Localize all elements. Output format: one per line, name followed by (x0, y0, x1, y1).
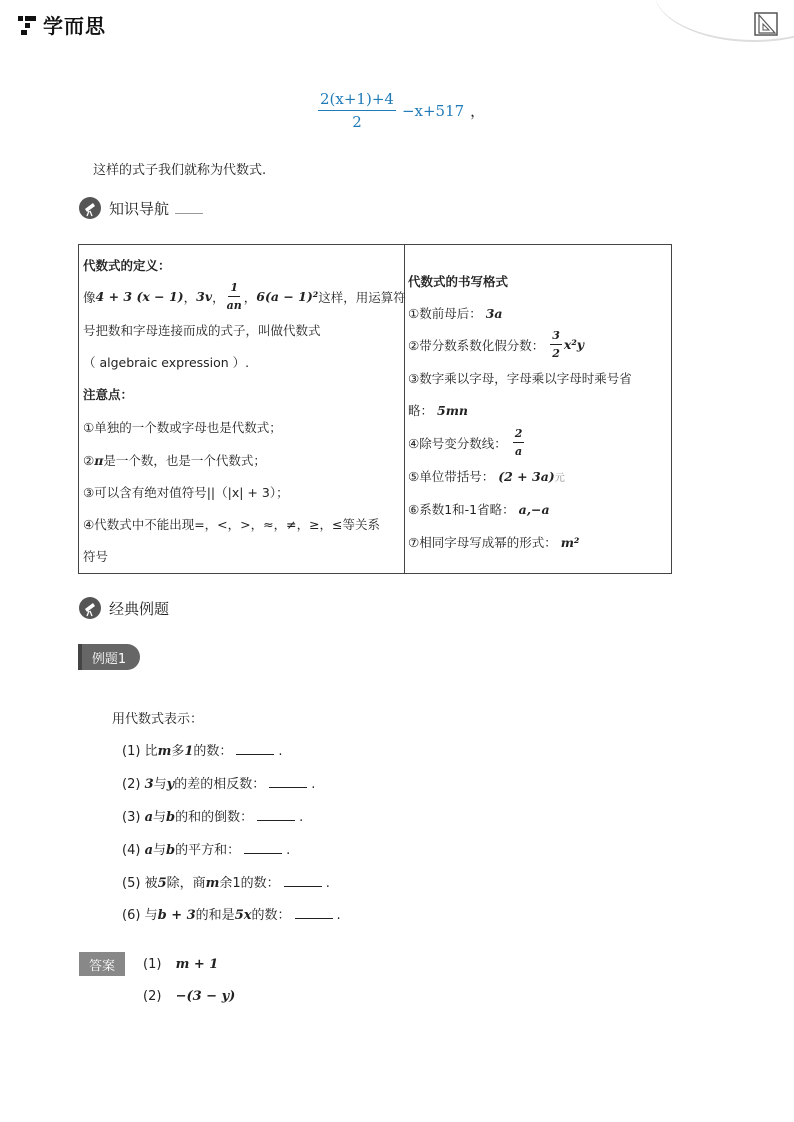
answer-number: (2) (143, 989, 162, 1004)
item-number: (3) (122, 810, 141, 825)
answer-item-1 (143, 957, 218, 972)
answer-tag: 答案 (79, 952, 125, 976)
def-expr2: 3v (196, 289, 213, 304)
answer-math: m + 1 (175, 957, 219, 972)
item-number: (6) (122, 908, 141, 923)
item-math-2: y (166, 777, 175, 792)
format-title: 代数式的书写格式 (408, 274, 509, 289)
ruler-triangle-icon (754, 12, 778, 40)
item1-text: ①数前母后： (408, 306, 482, 321)
item-text-a: 与 (144, 908, 158, 923)
definition-title: 代数式的定义： (83, 258, 171, 273)
answer-blank[interactable] (284, 874, 322, 887)
item-number: (2) (122, 777, 141, 792)
item1-math: 3a (485, 306, 503, 321)
item-math-1: a (144, 843, 153, 858)
example-tag: 例题1 (78, 644, 140, 670)
definition-line3: （ algebraic expression ）. (83, 355, 250, 370)
note2-text: 是一个数，也是一个代数式； (103, 453, 266, 468)
item-text-c: 的数： (193, 744, 233, 759)
item-math-2: m (205, 876, 220, 891)
example-prompt: 用代数式表示： (112, 712, 204, 727)
item-text-c: 余1的数： (219, 876, 280, 891)
item6-text: ⑥系数1和-1省略： (408, 502, 515, 517)
telescope-icon (79, 197, 101, 219)
item-text-a: 被 (144, 876, 158, 891)
item-end: . (325, 876, 330, 891)
def-fraction (227, 281, 242, 312)
item4-frac-den: a (514, 445, 523, 458)
logo-icon (16, 13, 40, 37)
item-math-2: 1 (184, 744, 194, 759)
item-text-c: 的数： (251, 908, 291, 923)
note-4-line1: ④代数式中不能出现=，<，>，≈，≠，≥，≤等关系 (83, 517, 381, 532)
def-sep2: ， (212, 289, 225, 305)
section-title: 知识导航 (109, 199, 170, 218)
definition-line2: 号把数和字母连接而成的式子，叫做代数式 (83, 323, 321, 338)
section-title: 经典例题 (109, 599, 170, 618)
item3-text: 略： (408, 403, 434, 418)
note-2: ②π是一个数，也是一个代数式； (83, 453, 266, 468)
item3-math: 5mn (437, 403, 469, 418)
note-1: ①单独的一个数或字母也是代数式； (83, 420, 282, 435)
item2-fraction (550, 329, 562, 360)
item4-frac-num: 2 (513, 427, 525, 443)
example-item-3 (122, 806, 303, 825)
example-item-4 (122, 839, 290, 858)
answer-blank[interactable] (236, 742, 274, 755)
example-item-6 (122, 904, 341, 923)
item-text-b: 与 (153, 777, 167, 792)
item-text-c: 的平方和： (175, 843, 241, 858)
item-text-b: 与 (153, 810, 167, 825)
note-4-line2: 符号 (83, 549, 109, 564)
item-number: (5) (122, 876, 141, 891)
item-text-b: 多 (171, 744, 185, 759)
item2-text: ②带分数系数化假分数： (408, 337, 545, 353)
item2-frac-den: 2 (552, 347, 560, 360)
fraction-denominator: 2 (352, 113, 362, 131)
item-math-2: b (166, 843, 176, 858)
item2-frac-num: 3 (550, 329, 562, 345)
format-item-5 (408, 467, 565, 485)
item-text-a: 比 (144, 744, 158, 759)
def-sep3: ， (243, 289, 257, 305)
item-text-c: 的差的相反数： (174, 777, 266, 792)
telescope-icon (79, 597, 101, 619)
logo-text: 学而思 (43, 14, 106, 38)
format-item-4 (408, 427, 530, 458)
item-number: (4) (122, 843, 141, 858)
formula-fraction (318, 90, 396, 131)
format-item-1 (408, 304, 503, 322)
item-end: . (278, 744, 283, 759)
definition-line1 (83, 281, 406, 312)
def-frac-den: an (226, 299, 242, 312)
note2-math: π (94, 453, 104, 468)
answer-blank[interactable] (295, 906, 333, 919)
item-math-1: 5 (157, 876, 167, 891)
item-end: . (299, 810, 304, 825)
section-knowledge-nav (79, 197, 203, 219)
format-item-3-line1: ③数字乘以字母，字母乘以字母时乘号省 (408, 371, 632, 386)
example-item-5 (122, 872, 330, 891)
item-end: . (311, 777, 316, 792)
answer-item-2 (143, 989, 235, 1004)
def-expr3: 6(a − 1)² (256, 289, 319, 304)
answer-blank[interactable] (269, 775, 307, 788)
brand-logo (16, 10, 106, 39)
item-math-1: 3 (144, 777, 154, 792)
item-text-b: 与 (153, 843, 167, 858)
item-number: (1) (122, 744, 141, 759)
item4-text: ④除号变分数线： (408, 435, 507, 451)
item6-math: a,−a (518, 502, 550, 517)
fraction-numerator: 2(x+1)+4 (318, 90, 396, 111)
item-text-c: 的和的倒数： (175, 810, 254, 825)
def-prefix: 像 (83, 289, 96, 305)
answer-math: −(3 − y) (175, 989, 236, 1004)
item7-text: ⑦相同字母写成幂的形式： (408, 535, 557, 550)
title-underline (175, 213, 203, 214)
answer-number: (1) (143, 957, 162, 972)
knowledge-table (78, 244, 672, 574)
def-frac-num: 1 (228, 281, 240, 297)
item7-math: m² (560, 535, 580, 550)
item5-math: (2 + 3a) (498, 469, 555, 484)
item5-unit: 元 (554, 473, 565, 484)
answer-blank[interactable] (244, 841, 282, 854)
def-expr1: 4 + 3 (x − 1) (95, 289, 184, 304)
intro-text: 这样的式子我们就称为代数式. (93, 163, 267, 178)
note-3: ③可以含有绝对值符号||（|x| + 3）； (83, 485, 289, 500)
format-item-6 (408, 500, 550, 518)
answer-blank[interactable] (257, 808, 295, 821)
formula-trailing: ， (470, 102, 486, 120)
item2-math: x²y (563, 337, 585, 352)
example-item-1 (122, 740, 283, 759)
item-text-b: 的和是 (195, 908, 235, 923)
def-suffix: 这样，用运算符 (318, 289, 406, 305)
item4-fraction (513, 427, 525, 458)
example-item-2 (122, 773, 315, 792)
top-formula (318, 90, 485, 131)
item-end: . (286, 843, 291, 858)
item-end: . (336, 908, 341, 923)
item-math-2: b (166, 810, 176, 825)
item-math-1: m (157, 744, 172, 759)
item-math-1: a (144, 810, 153, 825)
item5-text: ⑤单位带括号： (408, 469, 495, 484)
section-examples (79, 597, 169, 619)
format-item-3-line2 (408, 401, 468, 419)
format-item-7 (408, 533, 579, 551)
formula-rest: −x+517 (401, 101, 465, 120)
item-text-b: 除，商 (166, 876, 206, 891)
notes-title: 注意点： (83, 387, 134, 402)
item-math-1: b + 3 (157, 908, 196, 923)
format-item-2 (408, 329, 584, 360)
def-sep1: ， (183, 289, 197, 305)
item-math-2: 5x (234, 908, 252, 923)
